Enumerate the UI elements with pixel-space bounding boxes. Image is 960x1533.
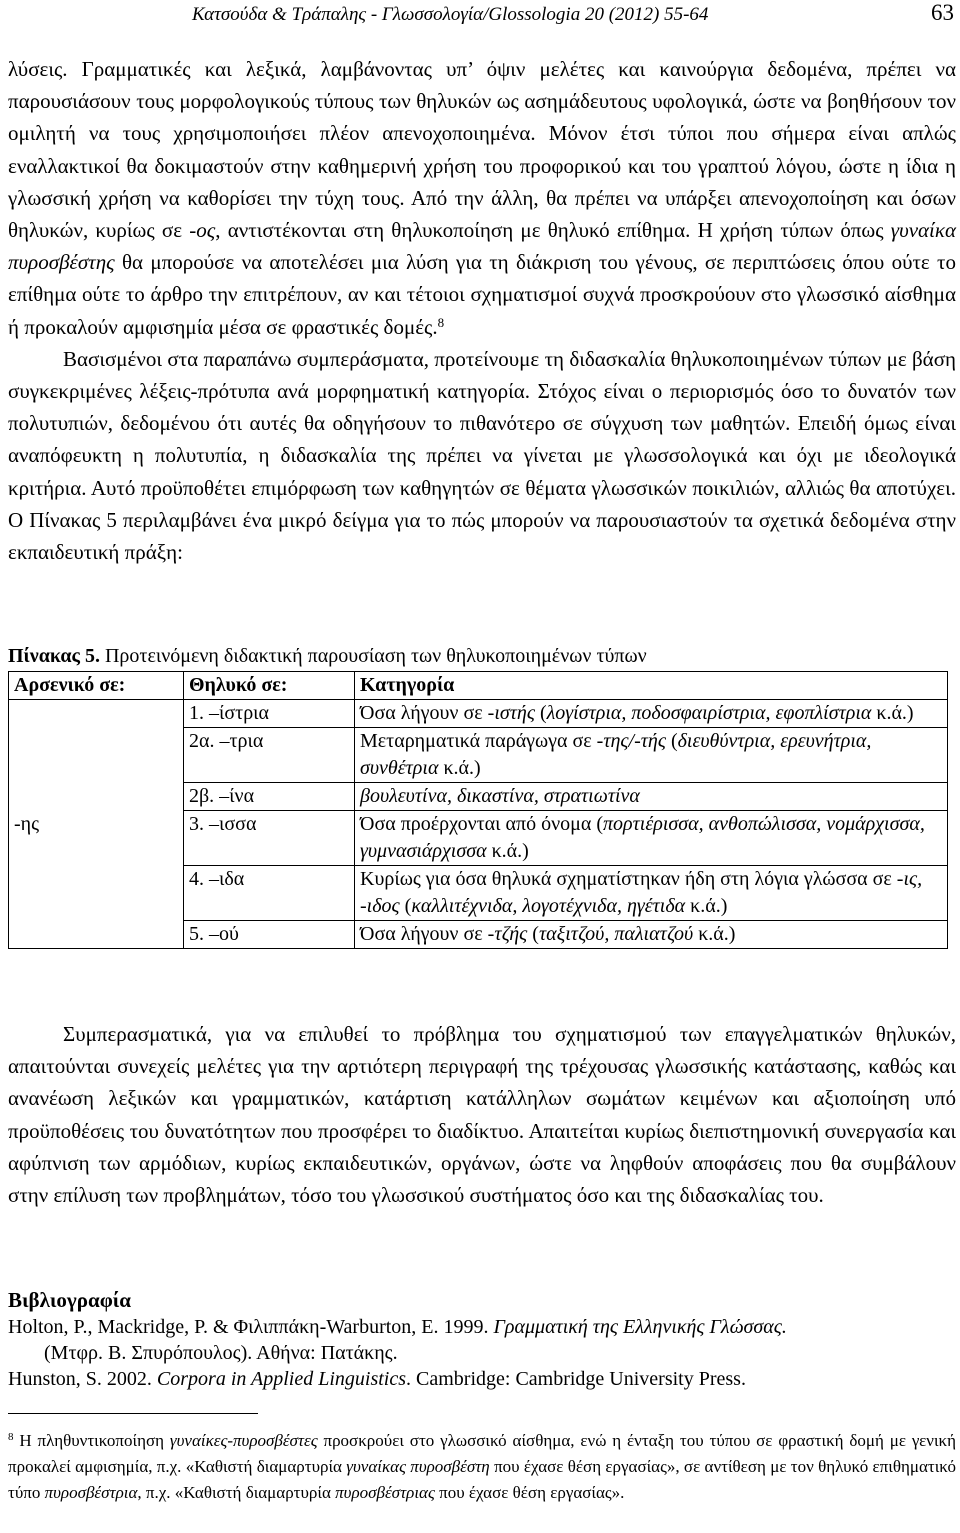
header-category: Κατηγορία [355,672,948,700]
category-cell [355,866,948,921]
feminine-suffix-cell: 2α. ‒τρια [184,728,355,783]
feminine-suffix-cell: 2β. ‒ίνα [184,783,355,811]
category-cell [355,921,948,949]
table-caption-text: Προτεινόμενη διδακτική παρουσίαση των θηλυκοποιημένων τύπων [99,645,647,667]
page-header [8,0,956,34]
category-text: καλλιτέχνιδα, λογοτέχνιδα, ηγέτιδα [411,895,686,917]
category-text: ( [665,730,678,752]
table-header-row [9,672,948,700]
category-text: κ.ά.) [871,702,914,724]
paragraph-1-text-3: θα μπορούσε να αποτελέσει μια λύση για τη διάκριση του γένους, σε περιπτώσεις όπου ούτε το επίθημα ούτε το άρθρο την επιτρέπουν, αν και τέτοιοι σχηματισμοί συχνά προσκρούουν στο γλωσσικό αίσθημα ή προκαλούν αμφισημία μέσα σε φραστικές δομές. [8,250,956,339]
category-cell [355,728,948,783]
bibliography-title: Βιβλιογραφία [8,1288,132,1312]
footnote-ref-8[interactable]: 8 [437,314,445,330]
category-text: βουλευτίνα, δικαστίνα, στρατιωτίνα [360,785,640,807]
table-row [9,700,948,728]
header-masculine: Αρσενικό σε: [9,672,184,700]
category-text: Κυρίως για όσα θηλυκά σχηματίστηκαν ήδη στη λόγια γλώσσα σε [360,868,897,890]
category-text: Όσα λήγουν σε [360,923,488,945]
footnote-italic: γυναίκες-πυροσβέστες [169,1431,318,1450]
table-caption-label: Πίνακας 5. [8,645,100,667]
category-text: -της/-τής [596,730,666,752]
footnote-italic: πυροσβέστρια [44,1483,138,1502]
body-text-lower [8,1018,956,1211]
category-cell [355,700,948,728]
category-text: πορτιέρισσα, ανθοπώλισσα, νομάρχισσα, γυμνασιάρχισσα [360,813,925,862]
footnote-text: που έχασε θέση εργασίας», σε αντίθεση με τον θηλυκό επιθηματικό τύπο [8,1457,956,1502]
category-text: Μεταρηματικά παράγωγα σε [360,730,597,752]
table-5 [8,671,948,949]
bib-entry-hunston-title: Corpora in Applied Linguistics [156,1368,407,1390]
paragraph-3: Συμπερασματικά, για να επιλυθεί το πρόβλημα του σχηματισμού των επαγγελματικών θηλυκών, απαιτούνται συνεχείς μελέτες για την αρτιότερη περιγραφή της τρέχουσας γλωσσικής κατάστασης, καθώς και ανανέωση λεξικών και γραμματικών, κατάρτιση κατάλληλων σωμάτων κειμένων και αξιοποίηση υπό προϋποθέσεις του δυνατότητων που προσφέρει το διαδίκτυο. Απαιτείται κυρίως διεπιστημονική συνεργασία και αφύπνιση των αρμόδιων, κυρίως εκπαιδευτικών, οργάνων, ώστε να ληφθούν αποφάσεις που θα συμβάλουν στην επίλυση των προβλημάτων, τόσο του γλωσσικού συστήματος όσο και της διδασκαλίας του. [8,1022,956,1208]
footnote-italic: πυροσβέστριας [335,1483,435,1502]
category-text: Όσα προέρχονται από όνομα ( [360,813,604,835]
running-head: Κατσούδα & Τράπαλης - Γλωσσολογία/Glossologia 20 (2012) 55-64 [192,4,709,25]
category-text: -ιστής [487,702,535,724]
paragraph-1-text-2: , αντιστέκονται στη θηλυκοποίηση με θηλυκό επίθημα. Η χρήση τύπων όπως [215,218,891,243]
category-text: διευθύντρια, ερευνήτρια, συνθέτρια [360,730,872,779]
feminine-suffix-cell: 4. ‒ιδα [184,866,355,921]
feminine-suffix-cell: 1. ‒ίστρια [184,700,355,728]
footnote-8 [8,1428,956,1506]
category-text: κ.ά.) [693,923,736,945]
category-cell [355,783,948,811]
category-text: -τζής [487,923,528,945]
footnote-text: που έχασε θέση εργασίας». [434,1483,625,1502]
footnote-text: , π.χ. «Καθιστή διαμαρτυρία [137,1483,336,1502]
footnote-text: προσκρούει στο γλωσσικό αίσθημα, ενώ η ένταξη του τύπου σε φραστική δομή με γενική προκαλεί αμφισημία, π.χ. «Καθιστή διαμαρτυρία [8,1431,956,1476]
category-text: ταξιτζού, παλιατζού [538,923,694,945]
bib-entry-holton-cont: (Μτφρ. Β. Σπυρόπουλος). Αθήνα: Πατάκης. [44,1342,398,1364]
paragraph-1-text: λύσεις. Γραμματικές και λεξικά, λαμβάνοντας υπ’ όψιν μελέτες και καινούργια δεδομένα, πρέπει να παρουσιάσουν τους μορφολογικούς τύπους των θηλυκών ως ασημάδευτους υφολογικά, ώστε να βοηθήσουν τον ομιλητή να τους χρησιμοποιήσει πλέον απενοχοποιημένα. Μόνον έτσι τύποι που σήμερα είναι απλώς εναλλακτικοί θα δοκιμαστούν στην καθημερινή χρήση του προφορικού και του γραπτού λόγου, ώστε η ίδια η γλωσσική χρήση να καθορίσει την τύχη τους. Από την άλλη, θα πρέπει να υπάρξει απενοχοποίηση και όσων θηλυκών, κυρίως σε [8,57,956,243]
header-feminine: Θηλυκό σε: [184,672,355,700]
suffix-os: -ος [189,218,216,243]
category-text: ( [534,702,547,724]
footnote-separator [8,1413,258,1414]
masculine-suffix-cell: -ης [9,700,184,949]
category-cell [355,811,948,866]
category-text: κ.ά.) [486,840,529,862]
category-text: λογίστρια, ποδοσφαιρίστρια, εφοπλίστρια [546,702,872,724]
category-text: ( [399,895,412,917]
body-text-upper [8,53,956,568]
feminine-suffix-cell: 5. ‒ού [184,921,355,949]
bib-entry-holton-title: Γραμματική της Ελληνικής Γλώσσας. [493,1316,787,1338]
category-text: κ.ά.) [438,757,481,779]
table-caption [8,645,647,668]
bib-entry-hunston [8,1366,956,1392]
footnote-text: Η πληθυντικοποίηση [13,1431,170,1450]
bib-entry-hunston-publisher: . Cambridge: Cambridge University Press. [406,1368,746,1390]
category-text: κ.ά.) [685,895,728,917]
feminine-suffix-cell: 3. ‒ισσα [184,811,355,866]
category-text: ( [527,923,539,945]
paragraph-1 [8,53,956,343]
page-number: 63 [931,0,954,25]
footnote-number: 8 [8,1431,14,1443]
category-text: -ις, -ιδος [360,868,923,917]
bib-entry-holton-authors: Holton, P., Mackridge, P. & Φιλιππάκη-Warburton, E. 1999. [8,1316,494,1338]
bib-entry-hunston-authors: Hunston, S. 2002. [8,1368,157,1390]
category-text: Όσα λήγουν σε [360,702,488,724]
example-phrase: γυναίκα πυροσβέστης [8,218,956,275]
bibliography-list [8,1314,956,1392]
footnote-italic: γυναίκας πυροσβέστη [346,1457,490,1476]
paragraph-2: Βασισμένοι στα παραπάνω συμπεράσματα, προτείνουμε τη διδασκαλία θηλυκοποιημένων τύπων με βάση συγκεκριμένες λέξεις-πρότυπα ανά μορφηματική κατηγορία. Στόχος είναι ο περιορισμός όσο το δυνατόν των πολυτυπιών, δεδομένου ότι αυτές θα οδηγήσουν το πιθανότερο σε σύγχυση των μαθητών. Επειδή όμως είναι αναπόφευκτη η πολυτυπία, η διδασκαλία της πρέπει να γίνεται με γλωσσολογικά και όχι με ιδεολογικά κριτήρια. Αυτό προϋποθέτει επιμόρφωση των καθηγητών σε θέματα γλωσσικών ποικιλιών, αλλιώς θα αποτύχει. Ο Πίνακας 5 περιλαμβάνει ένα μικρό δείγμα για το πώς μπορούν να παρουσιαστούν τα σχετικά δεδομένα στην εκπαιδευτική πράξη: [8,346,956,565]
bib-entry-holton [8,1314,956,1340]
